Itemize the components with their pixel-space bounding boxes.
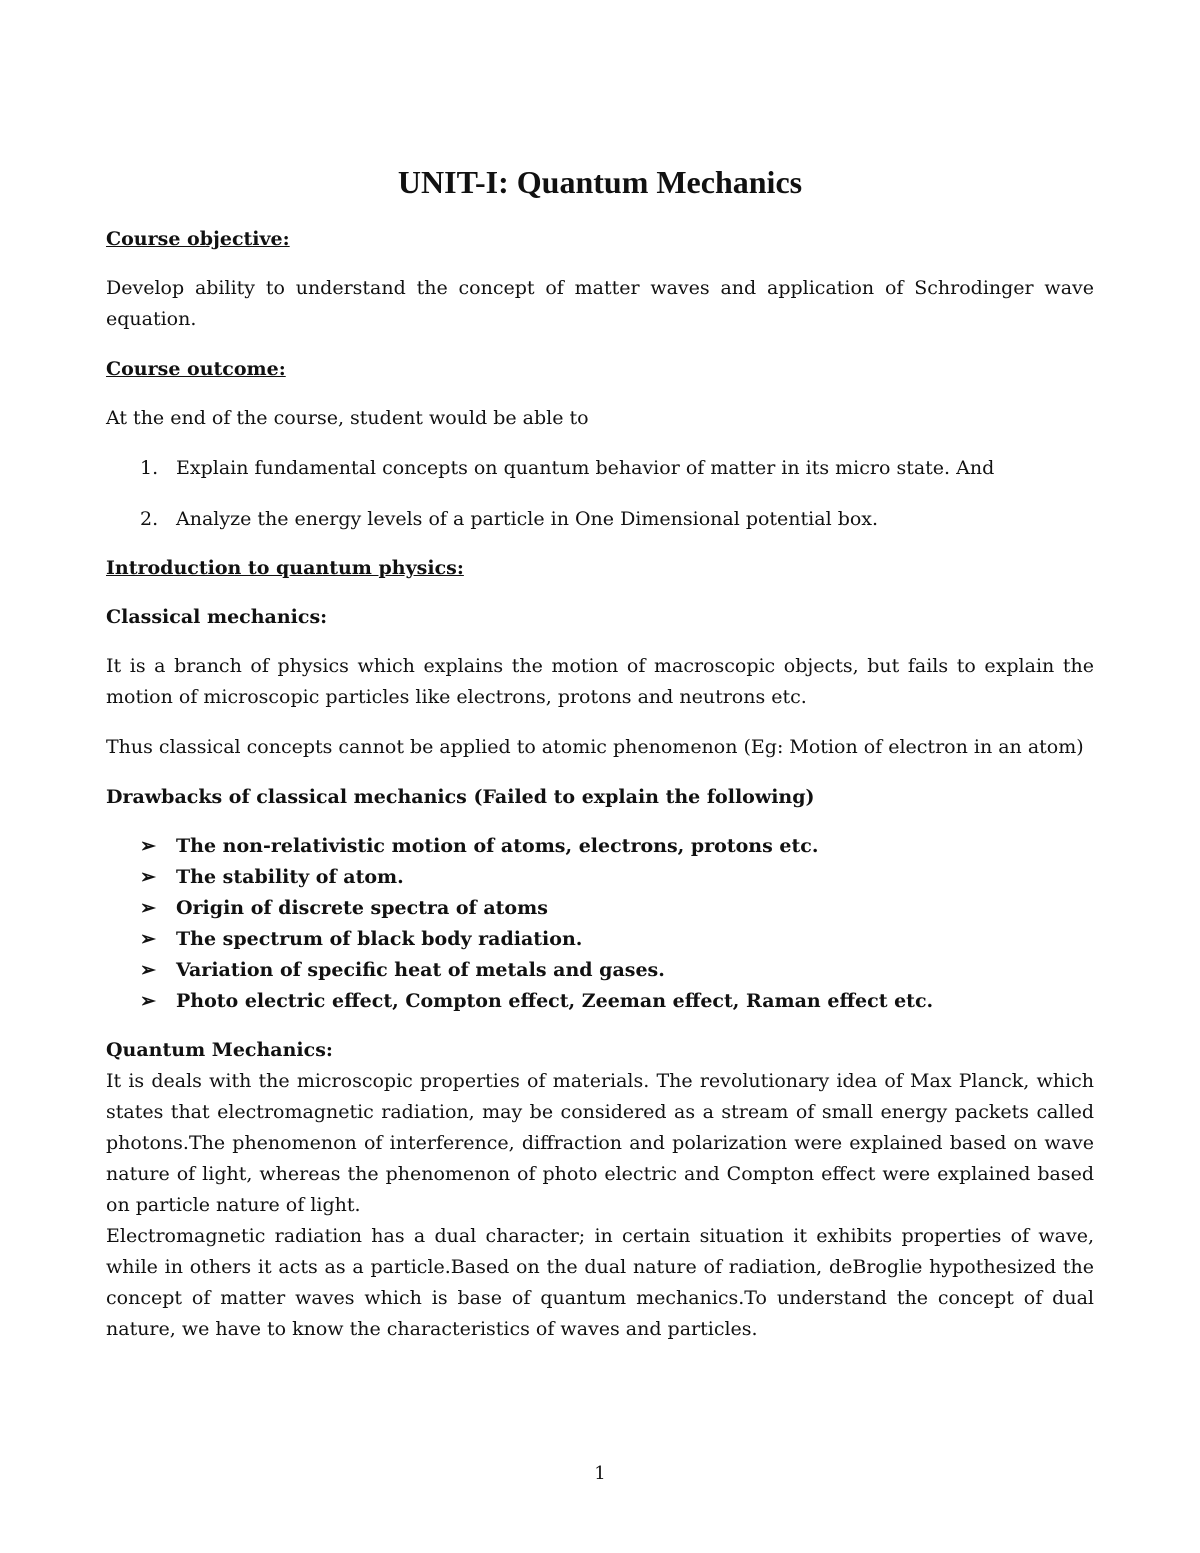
list-number: 2. (140, 508, 159, 530)
list-item (106, 831, 1094, 862)
course-outcome-heading: Course outcome: (106, 358, 286, 380)
quantum-mechanics-paragraph: It is deals with the microscopic properties of materials. The revolutionary idea of Max Planck, which states that electromagnetic radiation, may be considered as a stream of small energy packets called photons.The phenomenon of interference, diffraction and polarization were explained based on wave nature of light, whereas the phenomenon of photo electric and Compton effect were explained based on particle nature of light. (106, 1070, 1094, 1216)
classical-mechanics-paragraph: It is a branch of physics which explains the motion of macroscopic objects, but fails to explain the motion of microscopic particles like electrons, protons and neutrons etc. (106, 655, 1094, 708)
dual-nature-paragraph: Electromagnetic radiation has a dual character; in certain situation it exhibits properties of wave, while in others it acts as a particle.Based on the dual nature of radiation, deBroglie hypothesized the concept of matter waves which is base of quantum mechanics.To understand the concept of dual nature, we have to know the characteristics of waves and particles. (106, 1225, 1094, 1340)
list-item (106, 862, 1094, 893)
list-item-text: The stability of atom. (176, 866, 404, 888)
list-item (106, 504, 1094, 535)
arrow-bullet-icon: ➢ (140, 866, 156, 888)
drawbacks-list (106, 831, 1094, 1017)
course-objective-heading: Course objective: (106, 228, 290, 250)
quantum-mechanics-heading: Quantum Mechanics: (106, 1039, 333, 1061)
page-title: UNIT-I: Quantum Mechanics (397, 164, 803, 200)
list-item-text: The spectrum of black body radiation. (176, 928, 583, 950)
page-number: 1 (594, 1463, 606, 1484)
arrow-bullet-icon: ➢ (140, 835, 156, 857)
drawbacks-heading: Drawbacks of classical mechanics (Failed to explain the following) (106, 786, 815, 808)
list-item-text: Photo electric effect, Compton effect, Zeeman effect, Raman effect etc. (176, 990, 934, 1012)
arrow-bullet-icon: ➢ (140, 990, 156, 1012)
list-item (106, 955, 1094, 986)
arrow-bullet-icon: ➢ (140, 959, 156, 981)
classical-mechanics-heading: Classical mechanics: (106, 606, 328, 628)
list-item-text: Explain fundamental concepts on quantum behavior of matter in its micro state. And (176, 457, 995, 479)
list-item-text: Variation of specific heat of metals and gases. (176, 959, 665, 981)
list-item-text: The non-relativistic motion of atoms, electrons, protons etc. (176, 835, 819, 857)
introduction-heading: Introduction to quantum physics: (106, 557, 464, 579)
list-item (106, 986, 1094, 1017)
list-item (106, 453, 1094, 484)
arrow-bullet-icon: ➢ (140, 897, 156, 919)
course-outcome-intro: At the end of the course, student would be able to (106, 407, 589, 429)
list-number: 1. (140, 457, 159, 479)
classical-concepts-paragraph: Thus classical concepts cannot be applied to atomic phenomenon (Eg: Motion of electron in an atom) (106, 736, 1084, 758)
list-item (106, 924, 1094, 955)
list-item-text: Analyze the energy levels of a particle in One Dimensional potential box. (176, 508, 879, 530)
list-item-text: Origin of discrete spectra of atoms (176, 897, 548, 919)
course-objective-text: Develop ability to understand the concept of matter waves and application of Schrodinger wave equation. (106, 277, 1094, 330)
outcome-list (106, 453, 1094, 535)
arrow-bullet-icon: ➢ (140, 928, 156, 950)
list-item (106, 893, 1094, 924)
